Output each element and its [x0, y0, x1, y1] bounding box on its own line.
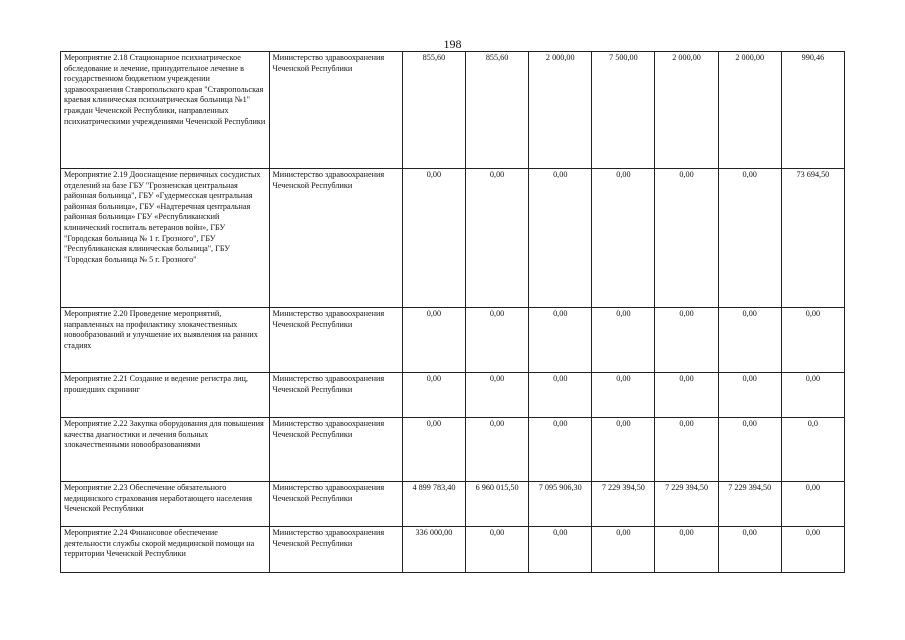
value-cell: 0,00 — [529, 418, 592, 482]
table-row — [61, 373, 845, 418]
value-cell: 0,00 — [781, 482, 844, 527]
value-cell: 2 000,00 — [655, 52, 718, 169]
event-cell: Мероприятие 2.20 Проведение мероприятий, направленных на профилактику злокачественных новообразований и улучшение их выявления на ранних стадиях — [61, 308, 270, 373]
value-cell: 0,00 — [402, 308, 465, 373]
value-cell: 0,00 — [718, 527, 781, 573]
value-cell: 0,00 — [655, 418, 718, 482]
value-cell: 0,00 — [718, 169, 781, 308]
value-cell: 0,00 — [466, 373, 529, 418]
org-cell: Министерство здравоохранения Чеченской Республики — [269, 482, 402, 527]
org-cell: Министерство здравоохранения Чеченской Республики — [269, 418, 402, 482]
value-cell: 336 000,00 — [402, 527, 465, 573]
value-cell: 0,00 — [718, 418, 781, 482]
table-row — [61, 52, 845, 169]
value-cell: 7 229 394,50 — [718, 482, 781, 527]
event-cell: Мероприятие 2.22 Закупка оборудования для повышения качества диагностики и лечения больных злокачественными новообразованиями — [61, 418, 270, 482]
value-cell: 0,00 — [402, 169, 465, 308]
value-cell: 0,00 — [402, 373, 465, 418]
value-cell: 0,00 — [655, 373, 718, 418]
value-cell: 0,00 — [781, 308, 844, 373]
value-cell: 2 000,00 — [529, 52, 592, 169]
value-cell: 7 229 394,50 — [592, 482, 655, 527]
value-cell: 0,00 — [655, 527, 718, 573]
value-cell: 0,00 — [466, 418, 529, 482]
value-cell: 0,00 — [592, 418, 655, 482]
budget-table — [60, 51, 845, 573]
event-cell: Мероприятие 2.23 Обеспечение обязательного медицинского страхования неработающего населения Чеченской Республики — [61, 482, 270, 527]
value-cell: 0,00 — [466, 308, 529, 373]
value-cell: 0,00 — [592, 373, 655, 418]
value-cell: 0,00 — [718, 308, 781, 373]
value-cell: 990,46 — [781, 52, 844, 169]
event-cell: Мероприятие 2.24 Финансовое обеспечение деятельности службы скорой медицинской помощи на территории Чеченской Республики — [61, 527, 270, 573]
value-cell: 0,00 — [592, 308, 655, 373]
value-cell: 0,00 — [655, 169, 718, 308]
value-cell: 0,0 — [781, 418, 844, 482]
value-cell: 0,00 — [592, 527, 655, 573]
org-cell: Министерство здравоохранения Чеченской Республики — [269, 527, 402, 573]
value-cell: 0,00 — [781, 373, 844, 418]
value-cell: 2 000,00 — [718, 52, 781, 169]
table-row — [61, 527, 845, 573]
value-cell: 0,00 — [781, 527, 844, 573]
table-row — [61, 482, 845, 527]
org-cell: Министерство здравоохранения Чеченской Республики — [269, 169, 402, 308]
page-number: 198 — [443, 37, 462, 51]
value-cell: 855,60 — [402, 52, 465, 169]
org-cell: Министерство здравоохранения Чеченской Республики — [269, 52, 402, 169]
value-cell: 0,00 — [466, 169, 529, 308]
event-cell: Мероприятие 2.21 Создание и ведение регистра лиц, прошедших скрининг — [61, 373, 270, 418]
value-cell: 73 694,50 — [781, 169, 844, 308]
table-row — [61, 169, 845, 308]
value-cell: 7 500,00 — [592, 52, 655, 169]
event-cell: Мероприятие 2.19 Дооснащение первичных сосудистых отделений на базе ГБУ "Грозненская центральная районная больница", ГБУ «Гудермесская центральная районная больница», ГБУ «Надтеречная центральная районная больница» ГБУ «Республиканский клинический госпиталь ветеранов войн», ГБУ "Городская больница № 1 г. Грозного", ГБУ "Республиканская клиническая больница", ГБУ "Городская больница № 5 г. Грозного" — [61, 169, 270, 308]
value-cell: 4 899 783,40 — [402, 482, 465, 527]
org-cell: Министерство здравоохранения Чеченской Республики — [269, 308, 402, 373]
table-row — [61, 308, 845, 373]
value-cell: 0,00 — [529, 308, 592, 373]
org-cell: Министерство здравоохранения Чеченской Республики — [269, 373, 402, 418]
value-cell: 0,00 — [529, 169, 592, 308]
table-row — [61, 418, 845, 482]
value-cell: 6 960 015,50 — [466, 482, 529, 527]
value-cell: 0,00 — [529, 527, 592, 573]
value-cell: 0,00 — [529, 373, 592, 418]
value-cell: 0,00 — [655, 308, 718, 373]
value-cell: 855,60 — [466, 52, 529, 169]
value-cell: 7 095 906,30 — [529, 482, 592, 527]
value-cell: 0,00 — [466, 527, 529, 573]
value-cell: 0,00 — [402, 418, 465, 482]
value-cell: 7 229 394,50 — [655, 482, 718, 527]
value-cell: 0,00 — [592, 169, 655, 308]
value-cell: 0,00 — [718, 373, 781, 418]
event-cell: Мероприятие 2.18 Стационарное психиатрическое обследование и лечение, принудительное лечение в государственном бюджетном учреждении здравоохранения Ставропольского края "Ставропольская краевая клиническая психиатрическая больница №1" граждан Чеченской Республики, направленных психиатрическими учреждениями Чеченской Республики — [61, 52, 270, 169]
